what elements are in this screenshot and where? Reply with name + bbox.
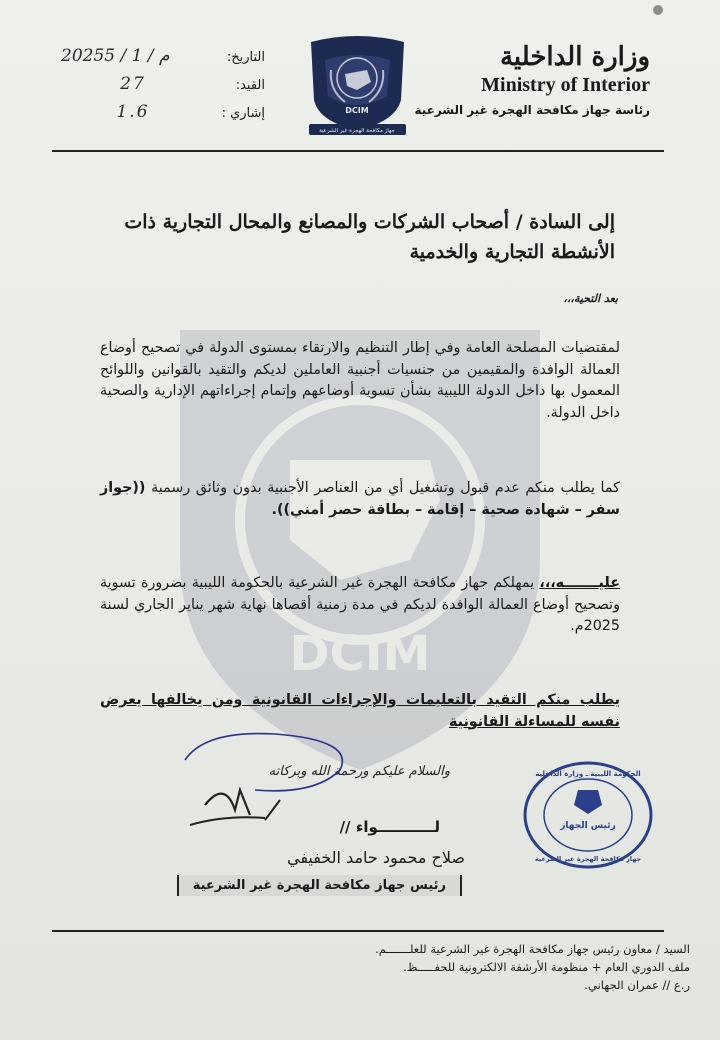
greeting: بعد التحية،،، [563,292,618,305]
official-stamp-icon [522,760,654,870]
copy-item: ملف الدوري العام + منظومة الأرشفة الالكترونية للحفـــــظ. [403,960,690,974]
addressee-line-1: إلى السادة / أصحاب الشركات والمصانع والمحال التجارية ذات [124,211,615,233]
ministry-name-en: Ministry of Interior [481,74,650,96]
body-paragraph-2-text: كما يطلب منكم عدم قبول وتشغيل أي من العناصر الأجنبية بدون وثائق رسمية [145,480,620,496]
copy-item: ر.ع // عمران الجهاني. [584,978,690,992]
record-label: القيد: [235,78,265,93]
body-paragraph-2 [100,478,620,521]
body-paragraph-1: لمقتضيات المصلحة العامة وفي إطار التنظيم والارتقاء بمستوى الدولة في تصحيح أوضاع العمالة الوافدة والمقيمين من جنسيات أجنبية العاملين لديكم والتقيد بالقوانين واللوائح المعمول بها داخل الدولة الليبية بشأن تسوية أوضاعهم وإتمام إجراءاتهم الإدارية والصحية داخل الدولة. [100,340,620,421]
signer-name: صلاح محمود حامد الخفيفي [287,848,465,867]
addressee-line-2: الأنشطة التجارية والخدمية [409,241,615,263]
reference-line [55,102,265,130]
date-line [55,46,265,74]
header-ministry-block [390,42,650,117]
copy-item: السيد / معاون رئيس جهاز مكافحة الهجرة غير الشرعية للعلـــــــم. [375,942,690,956]
reference-value: 1.6 [116,102,150,122]
reference-label: إشاري : [221,106,265,121]
dcim-logo-icon [305,30,410,140]
therefore-word: عليـــــــه،،، [539,575,620,591]
ministry-name-ar: وزارة الداخلية [499,42,650,72]
agency-name: رئاسة جهاز مكافحة الهجرة غير الشرعية [414,103,650,117]
addressee [95,207,615,267]
body-paragraph-4: يطلب منكم التقيد بالتعليمات والإجراءات القانونية ومن يخالفها يعرض نفسه للمساءلة القانونية [100,692,620,730]
copies-list [130,940,690,994]
signer-title: رئيس جهاز مكافحة الهجرة غير الشرعية [177,875,462,896]
date-value: 2025م / 1 / 5 [61,46,170,66]
logo-text: DCIM [345,106,369,115]
record-line [55,74,265,102]
header-divider [52,150,664,152]
stamp-ring-top: الحكومة الليبية ـ وزارة الداخلية [535,770,641,778]
date-label: التاريخ: [226,50,265,65]
required-documents: ((جواز سفر – شهادة صحية – إقامة – بطاقة حصر أمني)). [100,480,620,518]
stamp-ring-bottom: جهاز مكافحة الهجرة غير الشرعية [534,855,642,863]
record-value: 27 [120,74,146,94]
stamp-center: رئيس الجهاز [560,821,616,831]
body-paragraph-3 [100,573,620,638]
header-reference-block [55,46,265,130]
body-paragraph-3-text: يمهلكم جهاز مكافحة الهجرة غير الشرعية بالحكومة الليبية بضرورة تسوية وتصحيح أوضاع العمالة الوافدة لديكم في مدة زمنية أقصاها نهاية شهر يناير الجاري لسنة 2025م. [100,575,620,634]
closing-salutation: والسلام عليكم ورحمة الله وبركاته [268,764,450,779]
signer-rank: لـــــــــــواء // [339,818,440,836]
logo-caption: جهاز مكافحة الهجرة غير الشرعية [319,128,395,134]
corner-mark [653,5,663,15]
svg-text:DCIM: DCIM [289,626,431,682]
handwritten-signature-icon [165,720,365,840]
footer-divider [52,930,664,932]
